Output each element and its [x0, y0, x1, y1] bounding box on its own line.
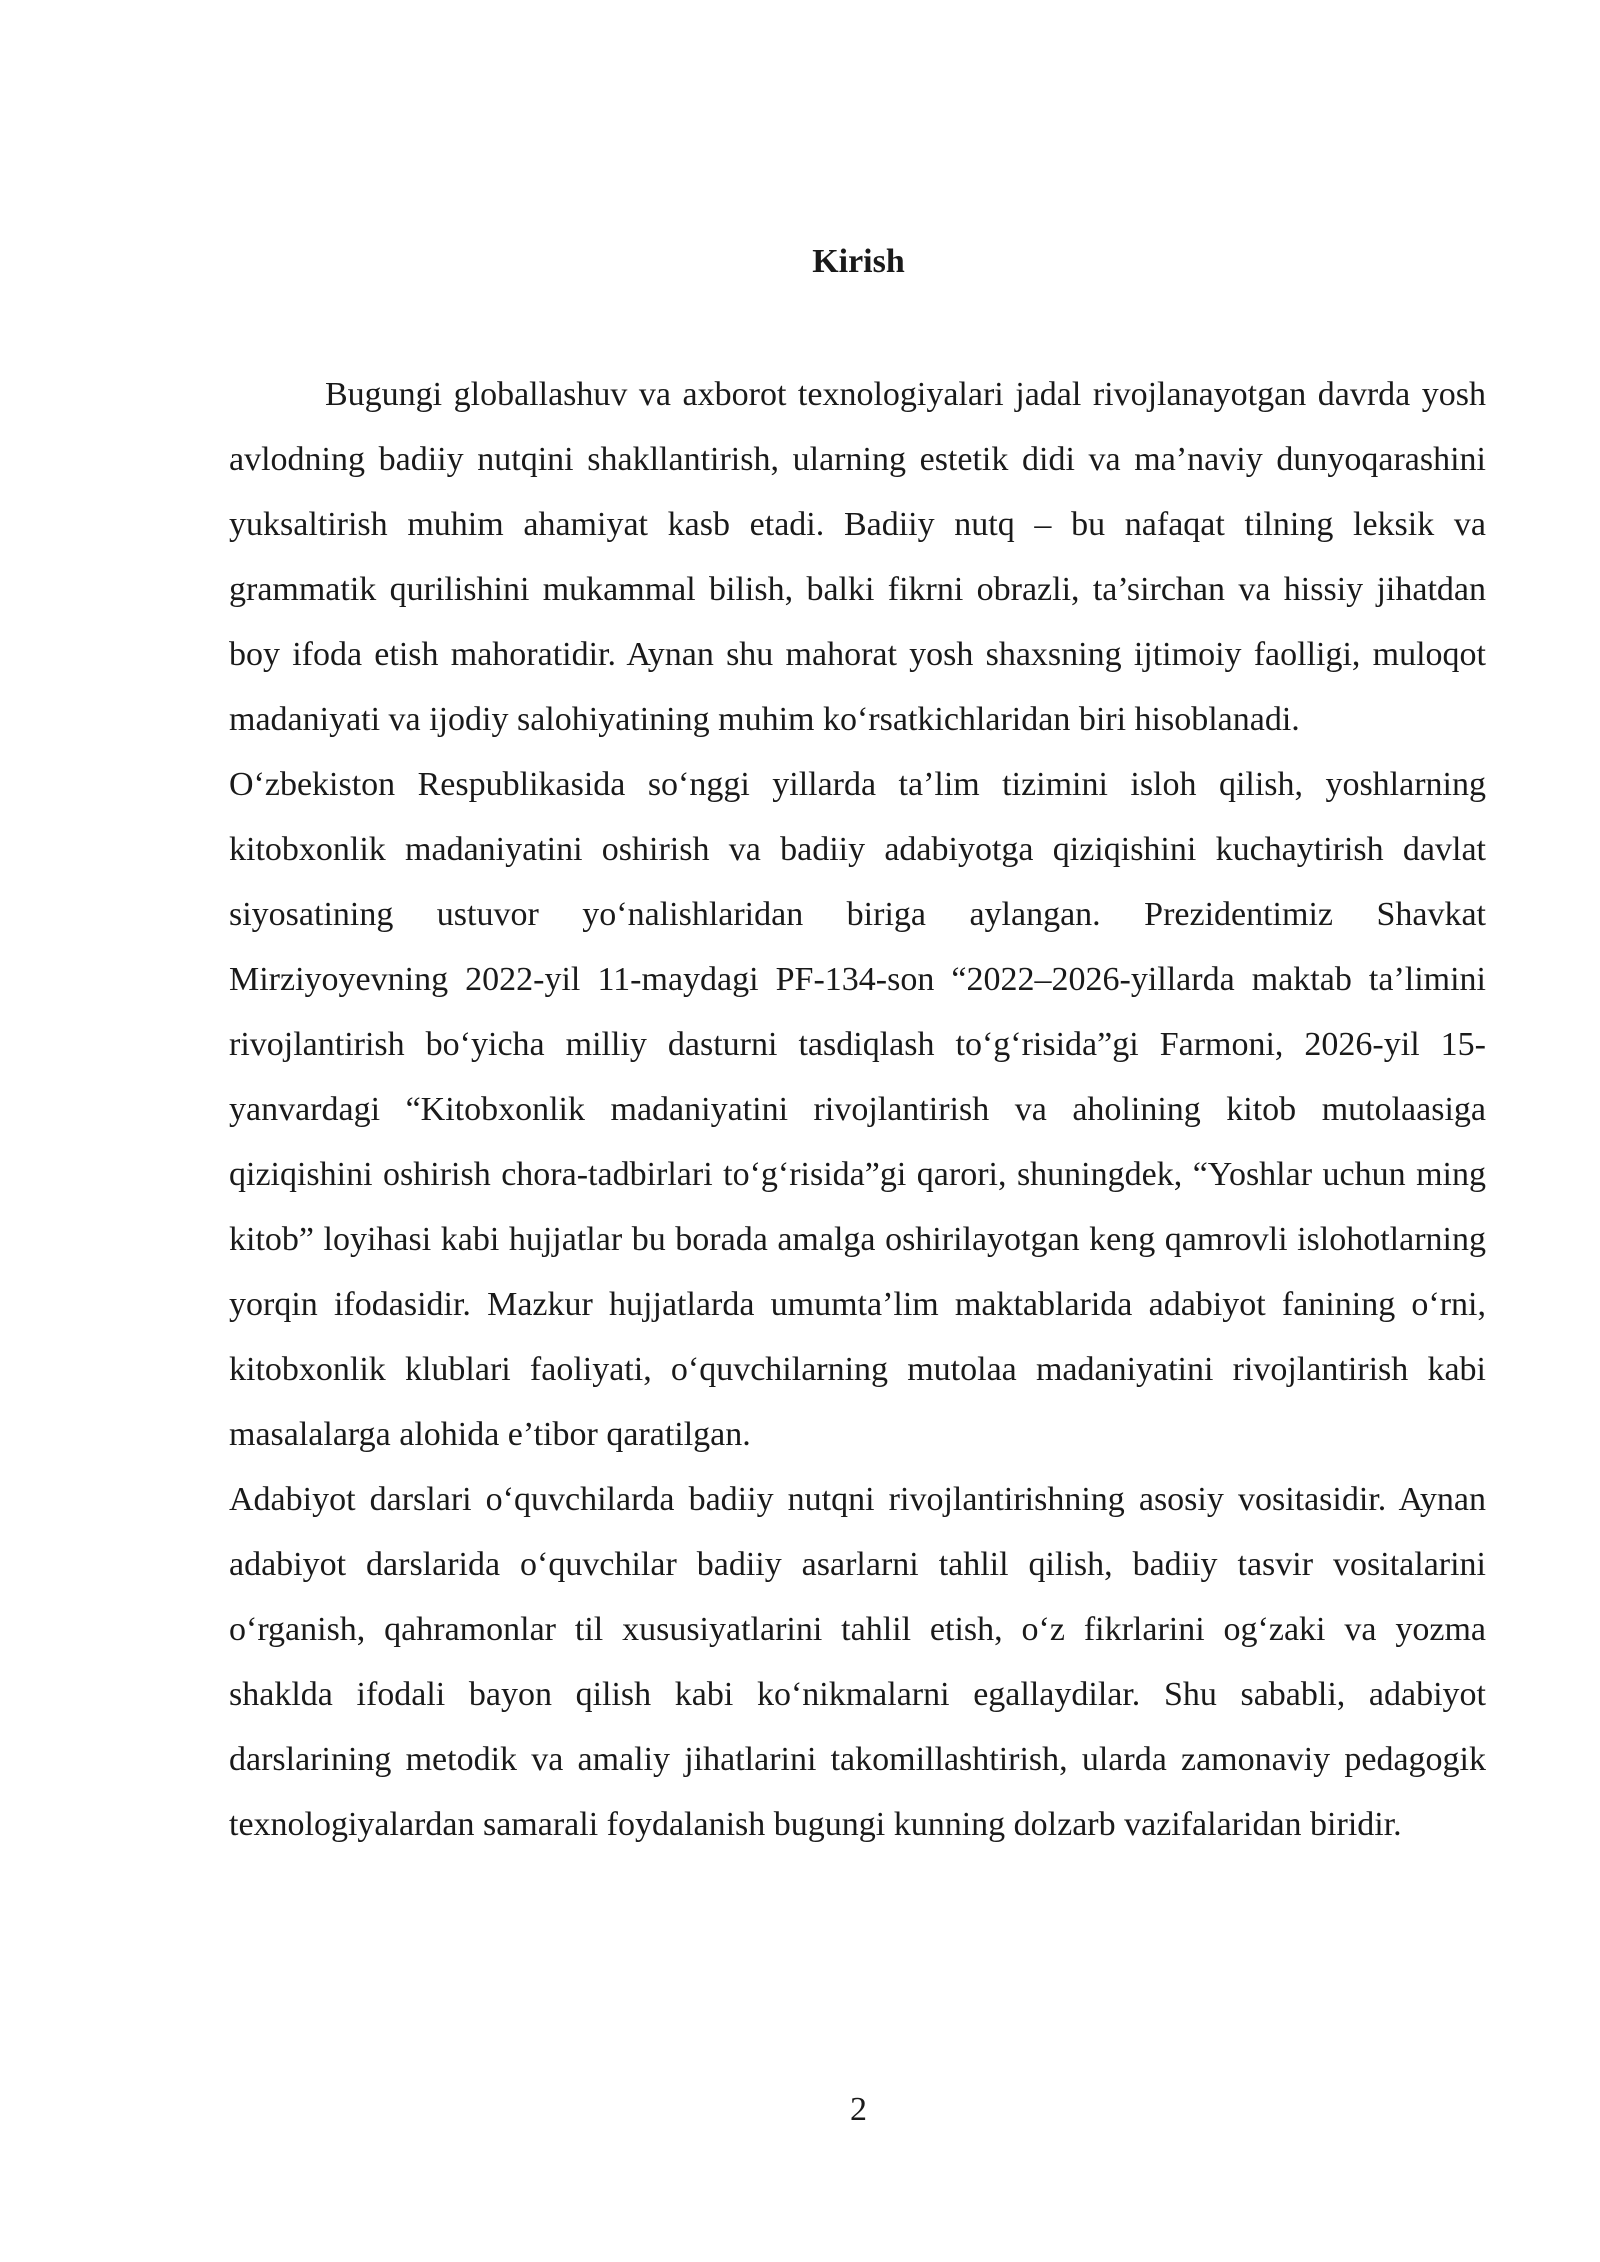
page-title: Kirish — [812, 243, 905, 280]
paragraph-3: Adabiyot darslari o‘quvchilarda badiiy nutqni rivojlantirishning asosiy vositasidir. Aynan adabiyot darslarida o‘quvchilar badiiy asarlarni tahlil qilish, badiiy tasvir vositalarini o‘rganish, qahramonlar til xususiyatlarini tahlil etish, o‘z fikrlarini og‘zaki va yozma shaklda ifodali bayon qilish kabi ko‘nikmalarni egallaydilar. Shu sababli, adabiyot darslarining metodik va amaliy jihatlarini takomillashtirish, ularda zamonaviy pedagogik texnologiyalardan samarali foydalanish bugungi kunning dolzarb vazifalaridan biridir. — [229, 1481, 1486, 1843]
paragraph-1: Bugungi globallashuv va axborot texnologiyalari jadal rivojlanayotgan davrda yosh avlodning badiiy nutqini shakllantirish, ularning estetik didi va ma’naviy dunyoqarashini yuksaltirish muhim ahamiyat kasb etadi. Badiiy nutq – bu nafaqat tilning leksik va grammatik qurilishini mukammal bilish, balki fikrni obrazli, ta’sirchan va hissiy jihatdan boy ifoda etish mahoratidir. Aynan shu mahorat yosh shaxsning ijtimoiy faolligi, muloqot madaniyati va ijodiy salohiyatining muhim ko‘rsatkichlaridan biri hisoblanadi. — [229, 376, 1486, 738]
body-text — [229, 362, 1486, 1857]
paragraph-2: O‘zbekiston Respublikasida so‘nggi yillarda ta’lim tizimini isloh qilish, yoshlarning kitobxonlik madaniyatini oshirish va badiiy adabiyotga qiziqishini kuchaytirish davlat siyosatining ustuvor yo‘nalishlaridan biriga aylangan. Prezidentimiz Shavkat Mirziyoyevning 2022-yil 11-maydagi PF-134-son “2022–2026-yillarda maktab ta’limini rivojlantirish bo‘yicha milliy dasturni tasdiqlash to‘g‘risida”gi Farmoni, 2026-yil 15-yanvardagi “Kitobxonlik madaniyatini rivojlantirish va aholining kitob mutolaasiga qiziqishini oshirish chora-tadbirlari to‘g‘risida”gi qarori, shuningdek, “Yoshlar uchun ming kitob” loyihasi kabi hujjatlar bu borada amalga oshirilayotgan keng qamrovli islohotlarning yorqin ifodasidir. Mazkur hujjatlarda umumta’lim maktablarida adabiyot fanining o‘rni, kitobxonlik klublari faoliyati, o‘quvchilarning mutolaa madaniyatini rivojlantirish kabi masalalarga alohida e’tibor qaratilgan. — [229, 766, 1486, 1453]
page-number: 2 — [850, 2091, 867, 2128]
